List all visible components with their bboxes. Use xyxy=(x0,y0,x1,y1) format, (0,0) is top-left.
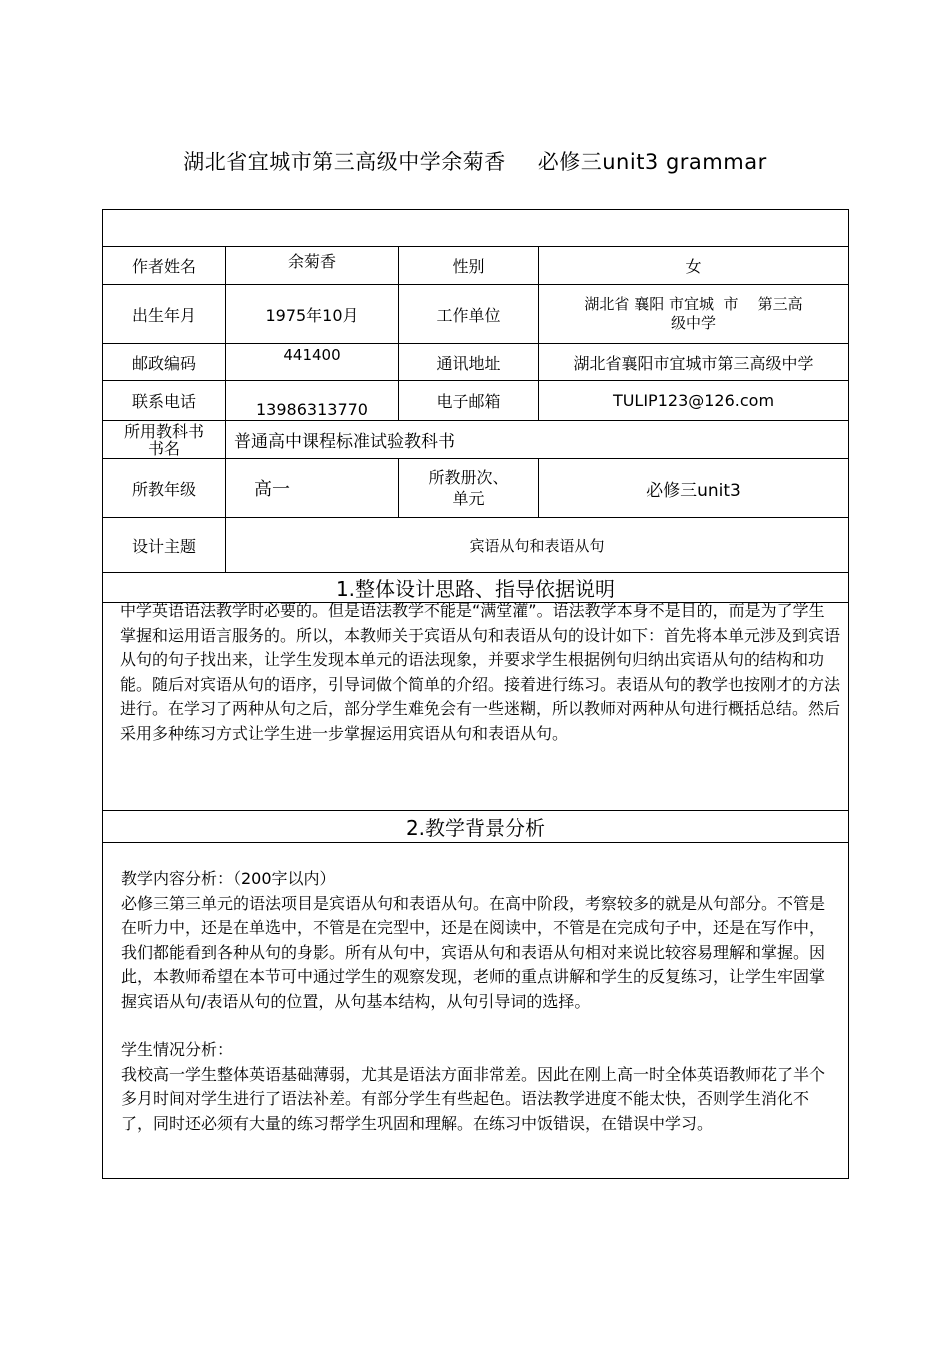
work-value-line2: 级中学 xyxy=(670,314,716,332)
theme-label: 设计主题 xyxy=(103,518,226,573)
title-school-author: 湖北省宜城市第三高级中学余菊香 xyxy=(183,150,506,174)
postcode-label: 邮政编码 xyxy=(103,344,226,381)
work-value-line1: 湖北省 襄阳 市宜城 市 第三高 xyxy=(584,295,803,313)
birth-label: 出生年月 xyxy=(103,285,226,344)
lesson-design-form xyxy=(102,209,849,1179)
textbook-value: 普通高中课程标准试验教科书 xyxy=(226,421,849,459)
row-section2-body xyxy=(103,843,849,1179)
content-analysis-body: 必修三第三单元的语法项目是宾语从句和表语从句。在高中阶段，考察较多的就是从句部分。不管是在听力中，还是在单选中，不管是在完型中，还是在阅读中，不管是在完成句子中，还是在写作中，我们都能看到各种从句的身影。所有从句中，宾语从句和表语从句相对来说比较容易理解和掌握。因此，本教师希望在本节可中通过学生的观察发现，老师的重点讲解和学生的反复练习，让学生牢固掌握宾语从句/表语从句的位置，从句基本结构，从句引导词的选择。 xyxy=(121,893,826,1011)
section2-content xyxy=(103,843,848,1136)
row-birth xyxy=(103,285,849,344)
phone-value: 13986313770 xyxy=(226,381,399,421)
textbook-label xyxy=(103,421,226,459)
volume-label xyxy=(399,459,539,518)
author-value: 余菊香 xyxy=(226,247,399,285)
birth-value: 1975年10月 xyxy=(226,285,399,344)
gender-value: 女 xyxy=(539,247,849,285)
row-section1-body xyxy=(103,603,849,811)
title-course: 必修三unit3 grammar xyxy=(537,150,767,174)
phone-label: 联系电话 xyxy=(103,381,226,421)
address-value: 湖北省襄阳市宜城市第三高级中学 xyxy=(539,344,849,381)
blank-header-row xyxy=(103,210,849,247)
row-textbook xyxy=(103,421,849,459)
row-phone xyxy=(103,381,849,421)
section1-heading: 1.整体设计思路、指导依据说明 xyxy=(103,573,849,603)
textbook-label-line1: 所用教科书 xyxy=(123,421,204,441)
section2-heading: 2.教学背景分析 xyxy=(103,811,849,843)
volume-label-line2: 单元 xyxy=(452,489,485,508)
content-analysis-label: 教学内容分析：（200字以内） xyxy=(121,869,336,888)
section2-cell xyxy=(103,843,849,1179)
section1-cell xyxy=(103,603,849,811)
work-value xyxy=(539,285,849,344)
email-label: 电子邮箱 xyxy=(399,381,539,421)
gender-label: 性别 xyxy=(399,247,539,285)
grade-value: 高一 xyxy=(226,459,399,518)
email-value: TULIP123@126.com xyxy=(539,381,849,421)
section1-body: 中学英语语法教学时必要的。但是语法教学不能是“满堂灌”。语法教学本身不是目的，而是为了学生掌握和运用语言服务的。所以，本教师关于宾语从句和表语从句的设计如下：首先将本单元涉及到宾语从句的句子找出来，让学生发现本单元的语法现象，并要求学生根据例句归纳出宾语从句的结构和功能。随后对宾语从句的语序，引导词做个简单的介绍。接着进行练习。表语从句的教学也按刚才的方法进行。在学习了两种从句之后，部分学生难免会有一些迷糊，所以教师对两种从句进行概括总结。然后采用多种练习方式让学生进一步掌握运用宾语从句和表语从句。 xyxy=(120,601,841,743)
document-title xyxy=(0,146,950,176)
student-analysis-body: 我校高一学生整体英语基础薄弱，尤其是语法方面非常差。因此在刚上高一时全体英语教师花了半个多月时间对学生进行了语法补差。有部分学生有些起色。语法教学进度不能太快，否则学生消化不了，同时还必须有大量的练习帮学生巩固和理解。在练习中饭错误，在错误中学习。 xyxy=(121,1064,826,1133)
row-author xyxy=(103,247,849,285)
postcode-value: 441400 xyxy=(226,344,399,381)
grade-label: 所教年级 xyxy=(103,459,226,518)
blank-cell xyxy=(103,210,849,247)
row-section1-heading xyxy=(103,573,849,603)
address-label: 通讯地址 xyxy=(399,344,539,381)
textbook-label-line2: 书名 xyxy=(147,438,180,458)
row-grade xyxy=(103,459,849,518)
author-label: 作者姓名 xyxy=(103,247,226,285)
work-label: 工作单位 xyxy=(399,285,539,344)
spacer xyxy=(121,1014,840,1038)
row-theme xyxy=(103,518,849,573)
volume-value: 必修三unit3 xyxy=(539,459,849,518)
row-postcode xyxy=(103,344,849,381)
volume-label-line1: 所教册次、 xyxy=(428,468,509,487)
student-analysis-label: 学生情况分析： xyxy=(121,1040,234,1059)
theme-value: 宾语从句和表语从句 xyxy=(226,518,849,573)
row-section2-heading xyxy=(103,811,849,843)
